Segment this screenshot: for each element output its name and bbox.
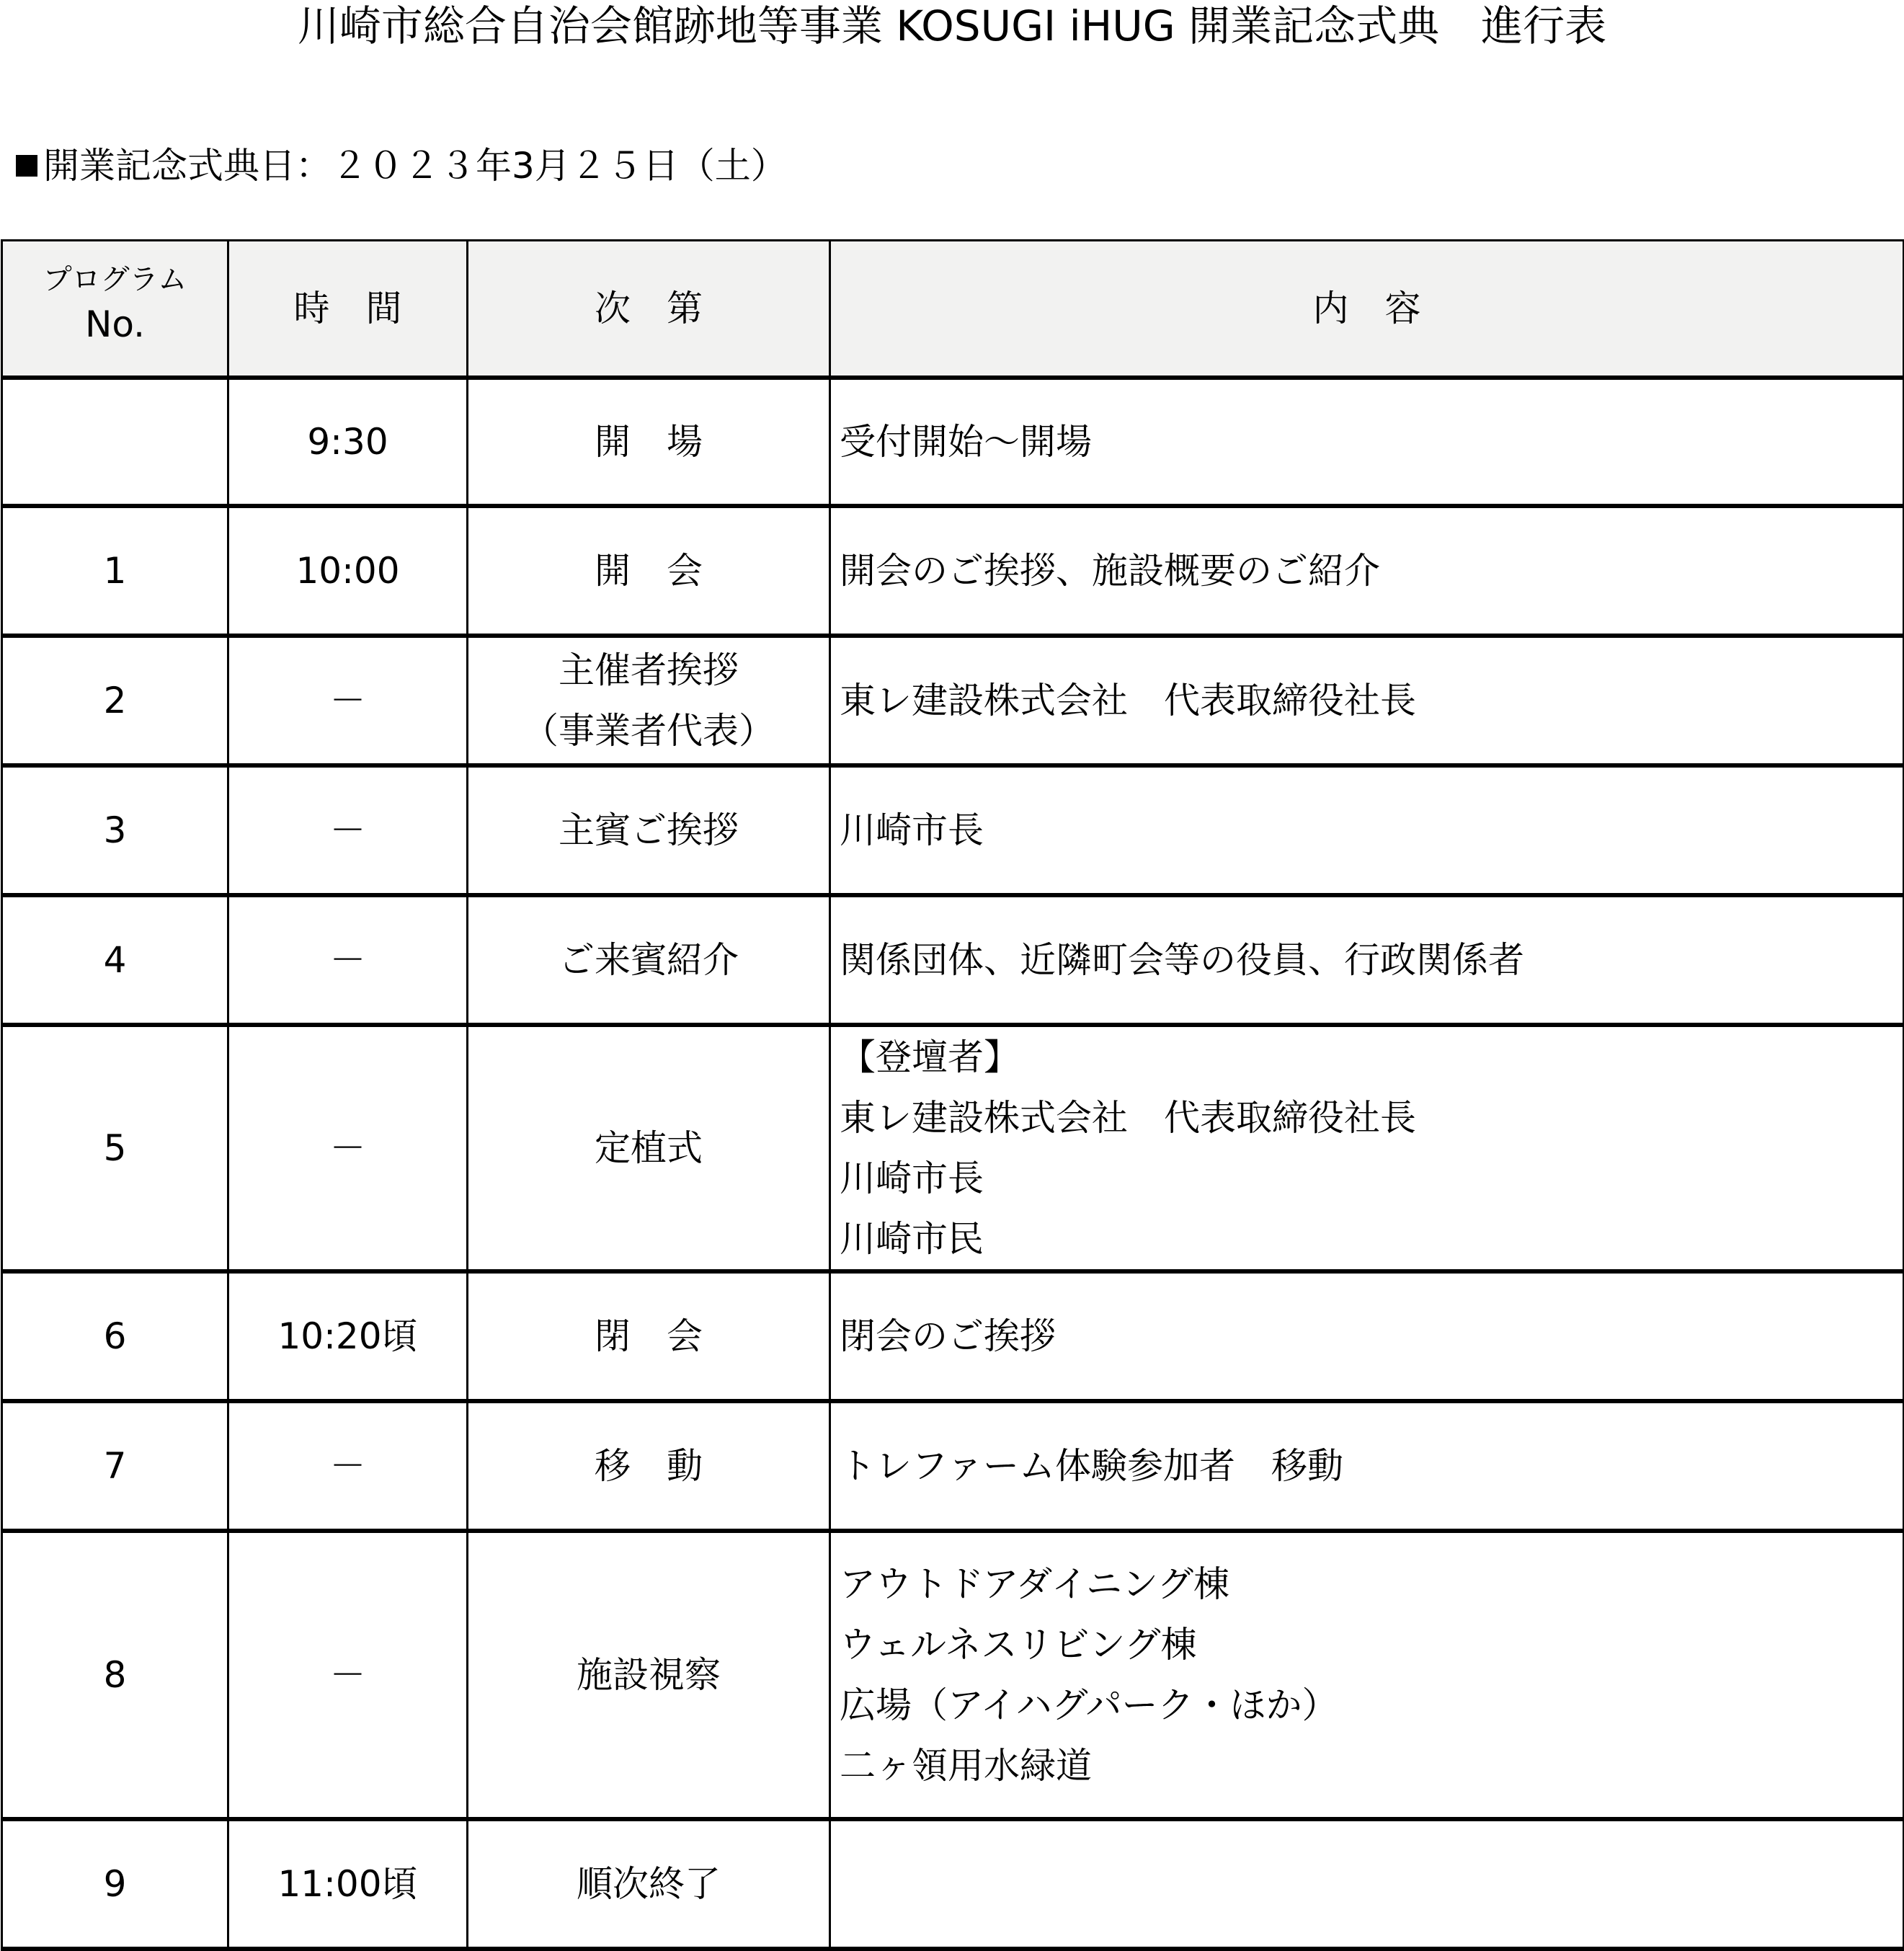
table-row <box>2 1819 1904 1949</box>
cell-step <box>468 765 830 895</box>
ceremony-date-label: 開業記念式典日：２０２３年3月２５日（土） <box>43 145 787 187</box>
cell-time: － <box>228 765 468 895</box>
content-line: アウトドアダイニング棟 <box>840 1563 1229 1605</box>
cell-program-no: 6 <box>2 1271 228 1401</box>
ceremony-date-line <box>16 143 787 189</box>
content-line: トレファーム体験参加者 移動 <box>840 1445 1343 1487</box>
cell-time: － <box>228 1401 468 1531</box>
content-line: 閉会のご挨拶 <box>840 1315 1056 1357</box>
content-line: 川崎市民 <box>840 1218 984 1260</box>
header-program-no <box>2 241 228 378</box>
cell-time: － <box>228 636 468 765</box>
cell-time: － <box>228 895 468 1025</box>
step-line: 定植式 <box>595 1127 703 1169</box>
cell-content <box>830 765 1904 895</box>
cell-content <box>830 378 1904 506</box>
cell-program-no <box>2 378 228 506</box>
cell-program-no: 5 <box>2 1025 228 1271</box>
step-line: ご来賓紹介 <box>559 939 739 981</box>
cell-time: 11:00頃 <box>228 1819 468 1949</box>
cell-content <box>830 1531 1904 1819</box>
cell-program-no: 2 <box>2 636 228 765</box>
cell-content <box>830 1401 1904 1531</box>
header-step: 次 第 <box>468 241 830 378</box>
table-row <box>2 895 1904 1025</box>
header-time: 時 間 <box>228 241 468 378</box>
content-line: 東レ建設株式会社 代表取締役社長 <box>840 680 1416 721</box>
black-square-bullet-icon <box>16 155 37 177</box>
content-line: 川崎市長 <box>840 1157 984 1199</box>
content-line: 関係団体、近隣町会等の役員、行政関係者 <box>840 939 1524 981</box>
content-line: 広場（アイハグパーク・ほか） <box>840 1684 1338 1726</box>
header-program-label: プログラム <box>43 263 187 296</box>
table-row <box>2 1025 1904 1271</box>
document-title: 川崎市総合自治会館跡地等事業 KOSUGI iHUG 開業記念式典 進行表 <box>297 1 1607 50</box>
cell-step <box>468 1819 830 1949</box>
header-no-label: No. <box>84 303 145 345</box>
step-line: 移 動 <box>595 1445 703 1487</box>
table-row <box>2 506 1904 636</box>
cell-program-no: 1 <box>2 506 228 636</box>
cell-content <box>830 636 1904 765</box>
cell-program-no: 3 <box>2 765 228 895</box>
cell-step <box>468 636 830 765</box>
cell-time: 10:20頃 <box>228 1271 468 1401</box>
cell-content <box>830 895 1904 1025</box>
step-line: 主催者挨拶 <box>559 649 739 691</box>
cell-step <box>468 1401 830 1531</box>
cell-step <box>468 378 830 506</box>
cell-step <box>468 506 830 636</box>
cell-content <box>830 1271 1904 1401</box>
content-line: 【登壇者】 <box>840 1036 1020 1078</box>
step-line: 施設視察 <box>577 1654 721 1696</box>
cell-program-no: 4 <box>2 895 228 1025</box>
table-row <box>2 378 1904 506</box>
cell-content <box>830 1819 1904 1949</box>
cell-step <box>468 895 830 1025</box>
table-header-row <box>2 241 1904 378</box>
table-row <box>2 765 1904 895</box>
cell-time: － <box>228 1531 468 1819</box>
cell-program-no: 7 <box>2 1401 228 1531</box>
content-line: 二ヶ領用水緑道 <box>840 1745 1092 1787</box>
cell-step <box>468 1531 830 1819</box>
content-line: 東レ建設株式会社 代表取締役社長 <box>840 1097 1416 1139</box>
step-line: 開 場 <box>595 421 703 463</box>
table-row <box>2 636 1904 765</box>
cell-time: 10:00 <box>228 506 468 636</box>
cell-content <box>830 506 1904 636</box>
program-table <box>1 239 1904 1951</box>
step-line: 開 会 <box>595 550 703 592</box>
cell-step <box>468 1025 830 1271</box>
step-line: 主賓ご挨拶 <box>559 809 739 851</box>
cell-time: 9:30 <box>228 378 468 506</box>
content-line: 川崎市長 <box>840 809 984 851</box>
header-content: 内 容 <box>830 241 1904 378</box>
step-line: 順次終了 <box>577 1863 721 1905</box>
cell-time: － <box>228 1025 468 1271</box>
step-line: （事業者代表） <box>522 710 775 752</box>
step-line: 閉 会 <box>595 1315 703 1357</box>
cell-step <box>468 1271 830 1401</box>
cell-program-no: 8 <box>2 1531 228 1819</box>
content-line: 開会のご挨拶、施設概要のご紹介 <box>840 550 1380 592</box>
table-row <box>2 1271 1904 1401</box>
cell-content <box>830 1025 1904 1271</box>
content-line: 受付開始～開場 <box>840 421 1092 463</box>
content-line: ウェルネスリビング棟 <box>840 1624 1197 1666</box>
cell-program-no: 9 <box>2 1819 228 1949</box>
table-row <box>2 1401 1904 1531</box>
table-row <box>2 1531 1904 1819</box>
